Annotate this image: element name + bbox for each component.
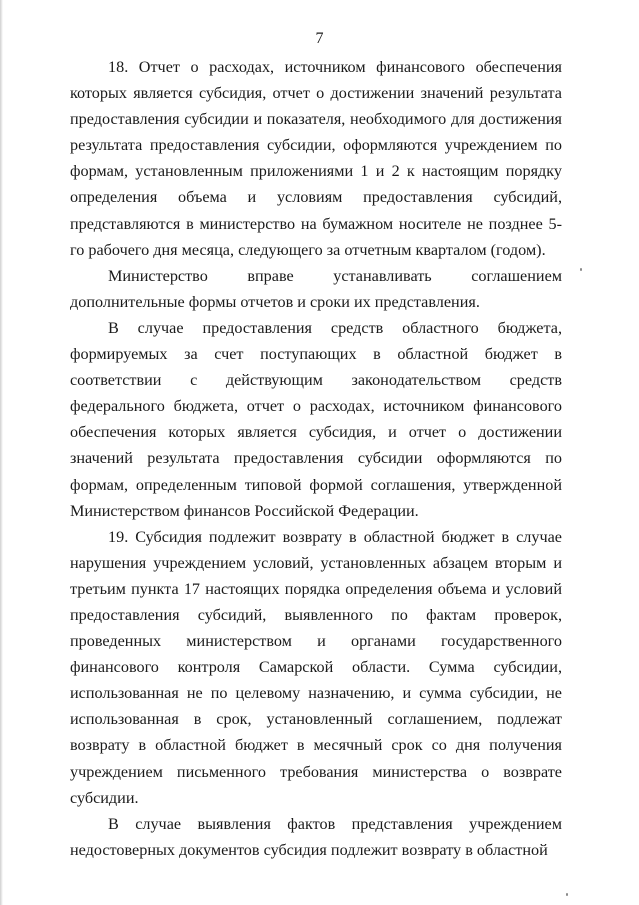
page-number: 7 <box>315 30 324 47</box>
scan-speck <box>566 893 568 896</box>
paragraph-false-documents: В случае выявления фактов представления учреждением недостоверных документов субсидия подлежит возврату в областной <box>70 814 562 859</box>
paragraph-18-report: 18. Отчет о расходах, источником финансового обеспечения которых является субсидия, отчет о достижении значений результата предоставления субсидии и показателя, необходимого для достижения результата предоставления субсидии, оформляются учреждением по формам, установленным приложениями 1 и 2 к настоящим порядку определения объема и условиям предоставления субсидий, представляются в министерство на бумажном носителе не позднее 5-го рабочего дня месяца, следующего за отчетным кварталом (годом). <box>70 58 562 259</box>
paragraph-federal-funds: В случае предоставления средств областного бюджета, формируемых за счет поступающих в областной бюджет в соответствии с действующим законодательством средств федерального бюджета, отчет о расходах, источником финансового обеспечения которых является субсидия, и отчет о достижении значений результата предоставления субсидии оформляются по формам, определенным типовой формой соглашения, утвержденной Министерством финансов Российской Федерации. <box>70 318 562 520</box>
scan-edge-shadow <box>0 0 3 905</box>
paragraph-additional-forms: Министерство вправе устанавливать соглашением дополнительные формы отчетов и сроки их представления. <box>70 266 562 311</box>
scan-speck <box>580 268 582 271</box>
paragraph-19-refund: 19. Субсидия подлежит возврату в областной бюджет в случае нарушения учреждением условий, установленных абзацем вторым и третьим пункта 17 настоящих порядка определения объема и условий предоставления субсидий, выявленного по фактам проверок, проведенных министерством и органами государственного финансового контроля Самарской области. Сумма субсидии, использованная не по целевому назначению, и сумма субсидии, не использованная в срок, установленный соглашением, подлежат возврату в областной бюджет в месячный срок со дня получения учреждением письменного требования министерства о возврате субсидии. <box>70 527 562 807</box>
document-body <box>70 54 562 863</box>
